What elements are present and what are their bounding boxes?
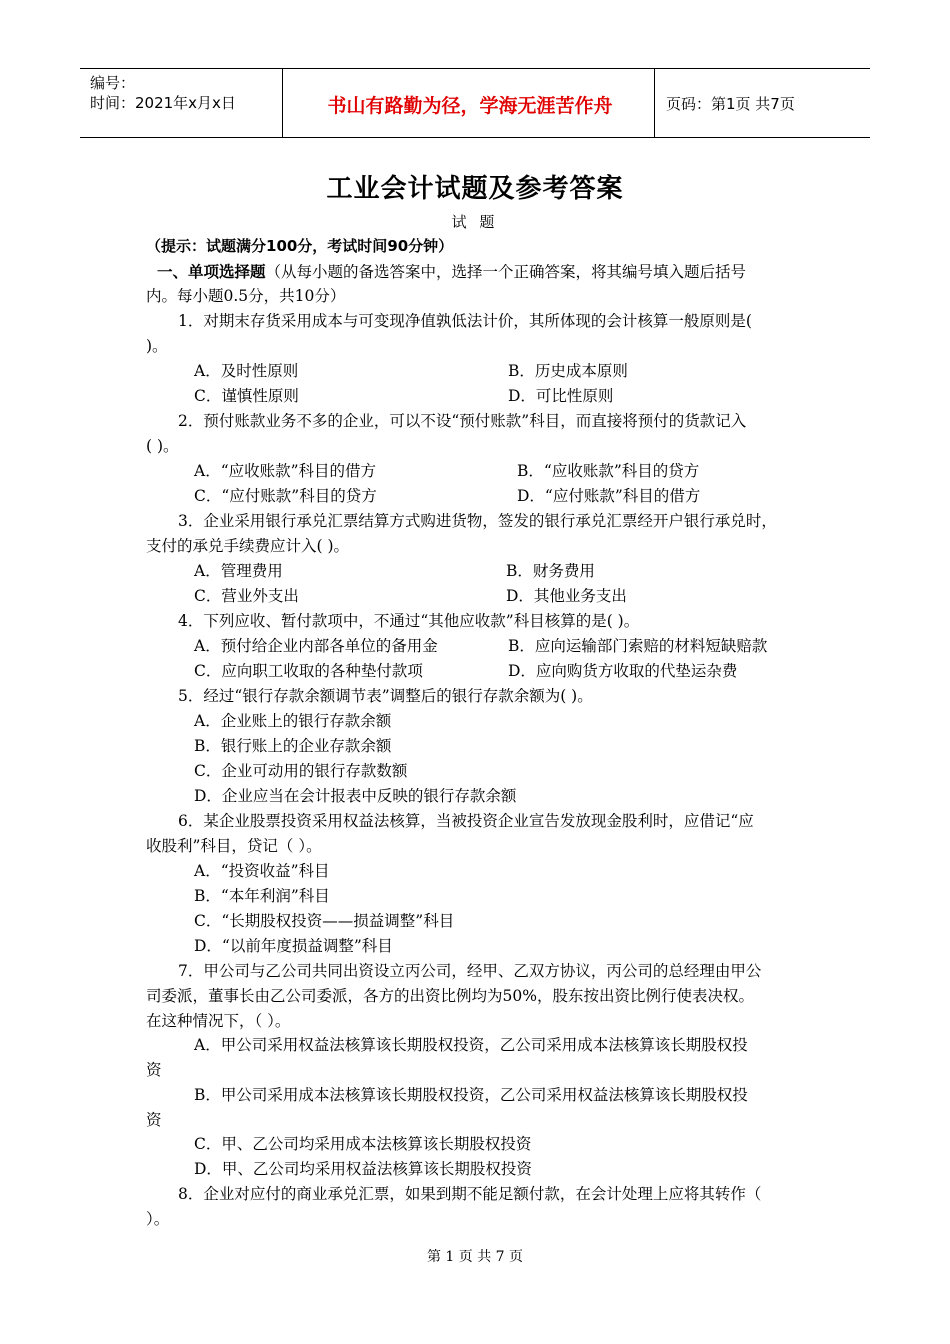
section-instruction xyxy=(157,261,746,283)
option: A．企业账上的银行存款余额 xyxy=(194,712,392,730)
option: B．甲公司采用成本法核算该长期股权投资，乙公司采用权益法核算该长期股权投 xyxy=(194,1086,748,1104)
option: D．其他业务支出 xyxy=(506,587,627,605)
question-text: 支付的承兑手续费应计入( )。 xyxy=(146,537,350,555)
option: B．历史成本原则 xyxy=(508,362,628,380)
document-subtitle: 试 题 xyxy=(451,213,499,231)
option: B．“应收账款”科目的贷方 xyxy=(517,462,700,480)
option: B．银行账上的企业存款余额 xyxy=(194,737,392,755)
option: A．甲公司采用权益法核算该长期股权投资，乙公司采用成本法核算该长期股权投 xyxy=(194,1036,748,1054)
exam-hint: （提示：试题满分100分，考试时间90分钟） xyxy=(146,237,454,255)
option: A．“投资收益”科目 xyxy=(194,862,330,880)
question-text: 8．企业对应付的商业承兑汇票，如果到期不能足额付款，在会计处理上应将其转作（ xyxy=(178,1185,762,1203)
question-text: 收股利”科目，贷记（ ）。 xyxy=(146,837,322,855)
page-header xyxy=(80,68,870,138)
option: A．预付给企业内部各单位的备用金 xyxy=(194,637,438,655)
option: C．应向职工收取的各种垫付款项 xyxy=(194,662,423,680)
question-text: 司委派，董事长由乙公司委派，各方的出资比例均为50%，股东按出资比例行使表决权。 xyxy=(146,987,754,1005)
section-instruction-text: （从每小题的备选答案中，选择一个正确答案，将其编号填入题后括号 xyxy=(265,263,747,281)
option: C．“长期股权投资——损益调整”科目 xyxy=(194,912,455,930)
question-text: 6．某企业股票投资采用权益法核算，当被投资企业宣告发放现金股利时，应借记“应 xyxy=(178,812,754,830)
option: C．营业外支出 xyxy=(194,587,299,605)
question-text: 4．下列应收、暂付款项中，不通过“其他应收款”科目核算的是( )。 xyxy=(178,612,640,630)
option: D．“以前年度损益调整”科目 xyxy=(194,937,393,955)
option: B．财务费用 xyxy=(506,562,595,580)
option: D．可比性原则 xyxy=(508,387,614,405)
option: A．“应收账款”科目的借方 xyxy=(194,462,377,480)
question-text: 1．对期末存货采用成本与可变现净值孰低法计价，其所体现的会计核算一般原则是( xyxy=(178,312,752,330)
option: A．管理费用 xyxy=(194,562,283,580)
question-text: 5．经过“银行存款余额调节表”调整后的银行存款余额为( )。 xyxy=(178,687,593,705)
option-cont: 资 xyxy=(146,1111,162,1129)
document-title: 工业会计试题及参考答案 xyxy=(326,174,624,204)
option-cont: 资 xyxy=(146,1061,162,1079)
page-info: 页码：第1页 共7页 xyxy=(666,95,795,113)
option: C．企业可动用的银行存款数额 xyxy=(194,762,408,780)
option: D．甲、乙公司均采用权益法核算该长期股权投资 xyxy=(194,1160,532,1178)
question-text: 在这种情况下，（ ）。 xyxy=(146,1012,291,1030)
header-meta xyxy=(90,73,236,113)
option: C．谨慎性原则 xyxy=(194,387,299,405)
header-motto: 书山有路勤为径，学海无涯苦作舟 xyxy=(327,95,613,117)
option: C．甲、乙公司均采用成本法核算该长期股权投资 xyxy=(194,1135,532,1153)
option: C．“应付账款”科目的贷方 xyxy=(194,487,377,505)
option: D．应向购货方收取的代垫运杂费 xyxy=(508,662,738,680)
option: D．“应付账款”科目的借方 xyxy=(517,487,701,505)
question-text: )。 xyxy=(146,337,168,355)
number-label: 编号： xyxy=(90,74,136,92)
page-footer: 第 1 页 共 7 页 xyxy=(426,1249,524,1265)
header-divider xyxy=(282,69,283,137)
time-label: 时间：2021年x月x日 xyxy=(90,94,236,112)
header-divider xyxy=(654,69,655,137)
question-text: 7．甲公司与乙公司共同出资设立丙公司，经甲、乙双方协议，丙公司的总经理由甲公 xyxy=(178,962,762,980)
question-text: ）。 xyxy=(146,1210,170,1228)
option: B．“本年利润”科目 xyxy=(194,887,330,905)
question-text: 3．企业采用银行承兑汇票结算方式购进货物，签发的银行承兑汇票经开户银行承兑时， xyxy=(178,512,777,530)
option: A．及时性原则 xyxy=(194,362,299,380)
option: B．应向运输部门索赔的材料短缺赔款 xyxy=(508,637,768,655)
question-text: ( )。 xyxy=(146,437,179,455)
section-heading: 一、单项选择题 xyxy=(157,263,266,281)
option: D．企业应当在会计报表中反映的银行存款余额 xyxy=(194,787,517,805)
section-instruction-cont: 内。每小题0.5分，共10分） xyxy=(146,287,346,305)
question-text: 2．预付账款业务不多的企业，可以不设“预付账款”科目，而直接将预付的货款记入 xyxy=(178,412,747,430)
